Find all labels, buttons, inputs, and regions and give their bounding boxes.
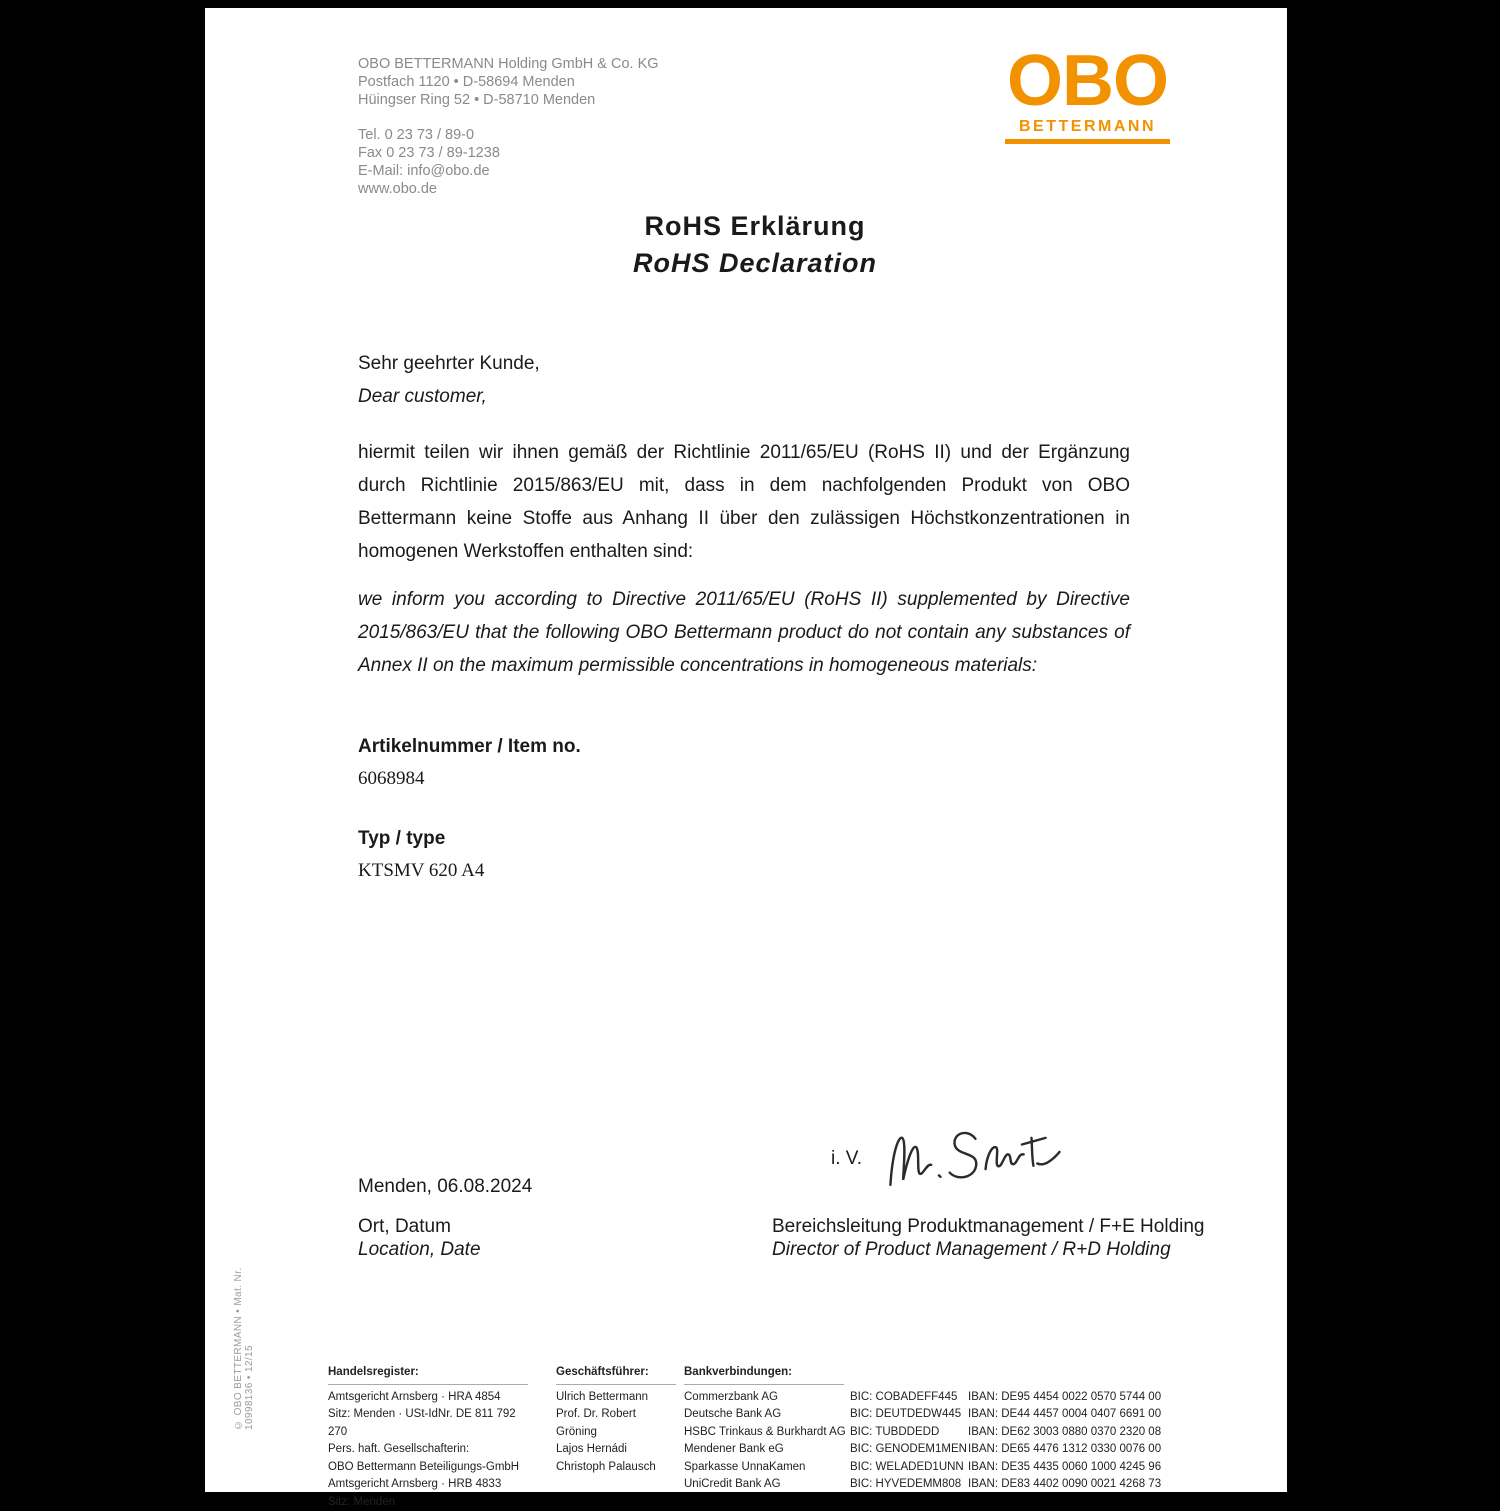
sender-company: OBO BETTERMANN Holding GmbH & Co. KG <box>358 55 659 73</box>
sender-phone: Tel. 0 23 73 / 89-0 <box>358 126 659 144</box>
item-number-label: Artikelnummer / Item no. <box>358 736 581 758</box>
bank-bic: BIC: COBADEFF445 <box>850 1389 968 1407</box>
signer-role-german: Bereichsleitung Produktmanagement / F+E Holding <box>772 1216 1205 1238</box>
bank-iban: IBAN: DE65 4476 1312 0330 0076 00 <box>968 1441 1284 1459</box>
bank-iban: IBAN: DE62 3003 0880 0370 2320 08 <box>968 1424 1284 1442</box>
bank-name: HSBC Trinkaus & Burkhardt AG <box>684 1424 850 1442</box>
bank-iban: IBAN: DE95 4454 0022 0570 5744 00 <box>968 1389 1284 1407</box>
bank-bic: BIC: DEUTDEDW445 <box>850 1406 968 1424</box>
handwritten-signature <box>877 1116 1097 1206</box>
logo-obo-text: OBO <box>1005 46 1170 116</box>
handelsregister-label: Handelsregister: <box>328 1364 528 1385</box>
handelsregister-line: Pers. haft. Gesellschafterin: <box>328 1441 528 1459</box>
sender-website: www.obo.de <box>358 180 659 198</box>
bank-name: Sparkasse UnnaKamen <box>684 1459 850 1477</box>
bank-iban: IBAN: DE35 4435 0060 1000 4245 96 <box>968 1459 1284 1477</box>
bank-bic: BIC: GENODEM1MEN <box>850 1441 968 1459</box>
handelsregister-line: Amtsgericht Arnsberg · HRB 4833 <box>328 1476 528 1494</box>
salutation-german: Sehr geehrter Kunde, <box>358 353 540 375</box>
location-date-label: Location, Date <box>358 1239 481 1261</box>
logo-bettermann-text: BETTERMANN <box>1005 118 1170 136</box>
body-paragraph-german: hiermit teilen wir ihnen gemäß der Richtlinie 2011/65/EU (RoHS II) und der Ergänzung durch Richtlinie 2015/863/EU mit, dass in dem nachfolgenden Produkt von OBO Bettermann keine Stoffe aus Anhang II über den zulässigen Höchstkonzentrationen in homogenen Werkstoffen enthalten sind: <box>358 436 1130 568</box>
bank-name: UniCredit Bank AG <box>684 1476 850 1494</box>
salutation-english: Dear customer, <box>358 386 487 408</box>
bankverbindungen-label: Bankverbindungen: <box>684 1364 844 1385</box>
handelsregister-line: Amtsgericht Arnsberg · HRA 4854 <box>328 1389 528 1407</box>
bank-iban: IBAN: DE83 4402 0090 0021 4268 73 <box>968 1476 1284 1494</box>
geschaeftsfuehrer-name: Ulrich Bettermann <box>556 1389 676 1407</box>
signature-iv-label: i. V. <box>831 1148 862 1170</box>
type-value: KTSMV 620 A4 <box>358 860 484 882</box>
sender-email: E-Mail: info@obo.de <box>358 162 659 180</box>
document-page <box>205 8 1287 1492</box>
logo-orange-bar <box>1005 139 1170 144</box>
footer-handelsregister <box>328 1364 528 1511</box>
sender-fax: Fax 0 23 73 / 89-1238 <box>358 144 659 162</box>
handelsregister-line: Sitz: Menden <box>328 1494 528 1511</box>
sender-address-line: Postfach 1120 • D-58694 Menden <box>358 73 659 91</box>
bank-bic: BIC: HYVEDEMM808 <box>850 1476 968 1494</box>
spacer <box>358 109 659 126</box>
bank-name: Mendener Bank eG <box>684 1441 850 1459</box>
bank-bic: BIC: WELADED1UNN <box>850 1459 968 1477</box>
bank-name: Commerzbank AG <box>684 1389 850 1407</box>
footer-geschaeftsfuehrer <box>556 1364 676 1476</box>
body-paragraph-english: we inform you according to Directive 2011/65/EU (RoHS II) supplemented by Directive 2015/863/EU that the following OBO Bettermann product do not contain any substances of Annex II on the maximum permissible concentrations in homogeneous materials: <box>358 583 1130 682</box>
bank-bic: BIC: TUBDDEDD <box>850 1424 968 1442</box>
print-reference-vertical-note: © OBO BETTERMANN • Mat. Nr. 10998136 • 12/15 <box>233 1240 255 1430</box>
bank-table <box>684 1389 1284 1494</box>
sender-block <box>358 55 659 198</box>
geschaeftsfuehrer-name: Lajos Hernádi <box>556 1441 676 1459</box>
signer-role-english: Director of Product Management / R+D Holding <box>772 1239 1171 1261</box>
place-and-date: Menden, 06.08.2024 <box>358 1176 532 1198</box>
obo-bettermann-logo <box>1005 46 1170 144</box>
bank-iban: IBAN: DE44 4457 0004 0407 6691 00 <box>968 1406 1284 1424</box>
type-label: Typ / type <box>358 828 445 850</box>
title-block <box>358 211 1152 279</box>
item-number-value: 6068984 <box>358 768 425 790</box>
handelsregister-line: OBO Bettermann Beteiligungs-GmbH <box>328 1459 528 1477</box>
geschaeftsfuehrer-name: Prof. Dr. Robert Gröning <box>556 1406 676 1441</box>
geschaeftsfuehrer-name: Christoph Palausch <box>556 1459 676 1477</box>
footer-bankverbindungen <box>684 1364 1284 1494</box>
bank-name: Deutsche Bank AG <box>684 1406 850 1424</box>
sender-address-line: Hüingser Ring 52 • D-58710 Menden <box>358 91 659 109</box>
handelsregister-line: Sitz: Menden · USt-IdNr. DE 811 792 270 <box>328 1406 528 1441</box>
ort-datum-label: Ort, Datum <box>358 1216 451 1238</box>
geschaeftsfuehrer-label: Geschäftsführer: <box>556 1364 676 1385</box>
title-english: RoHS Declaration <box>358 248 1152 279</box>
title-german: RoHS Erklärung <box>358 211 1152 242</box>
